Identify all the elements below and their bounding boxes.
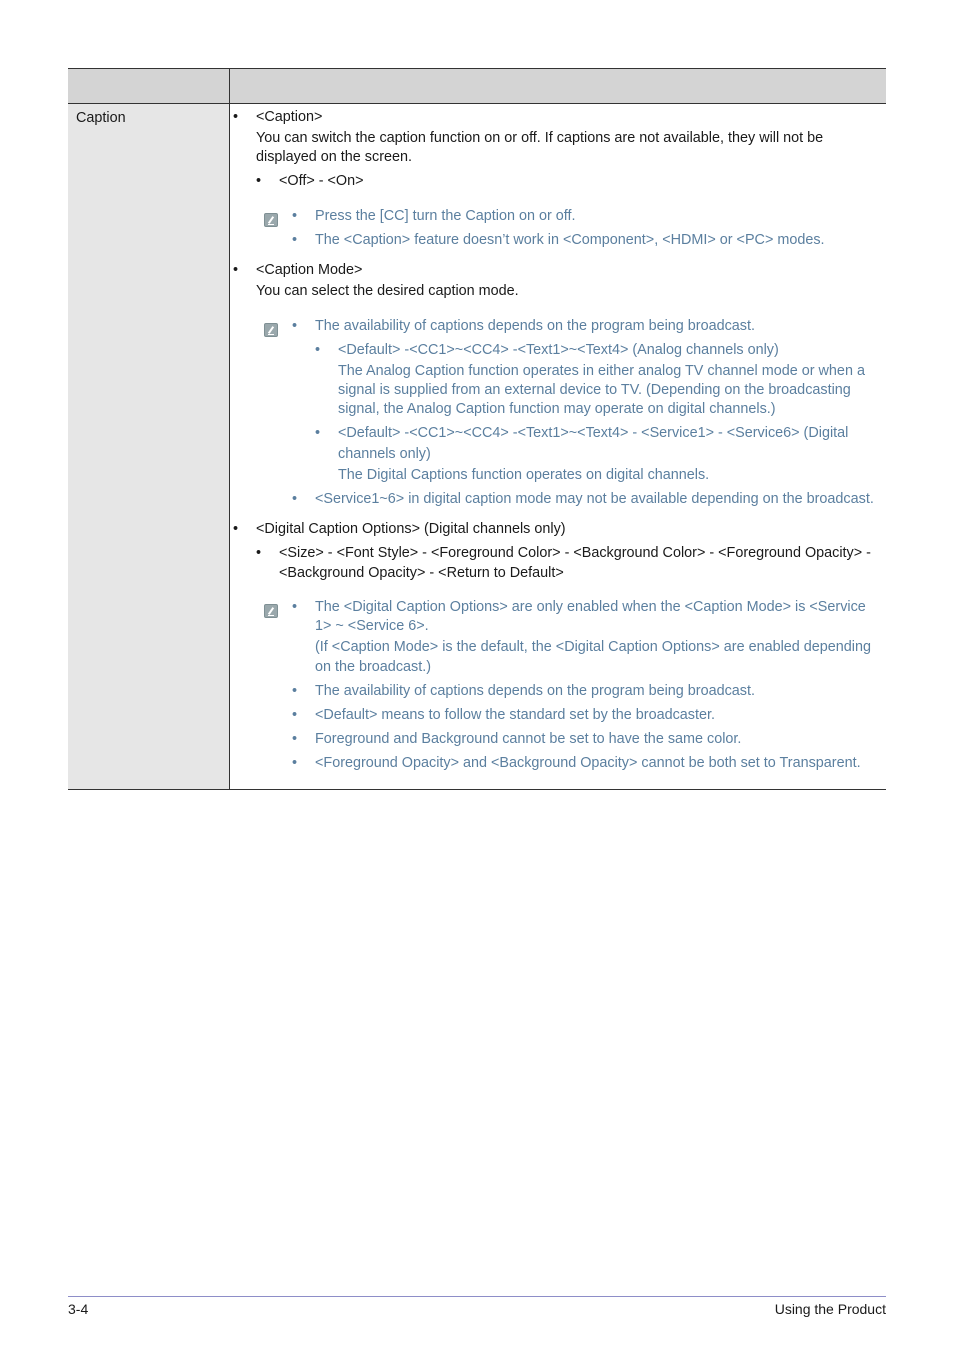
note-text: <Service1~6> in digital caption mode may not be available depending on the broadcast. xyxy=(315,491,874,507)
note-subitem: channels only) xyxy=(338,446,431,462)
caption-desc: You can switch the caption function on or off. If captions are not available, they will not be xyxy=(256,130,824,146)
bullet: • xyxy=(292,318,298,334)
caption-mode-desc: You can select the desired caption mode. xyxy=(256,283,519,299)
note-pencil-icon xyxy=(264,213,278,227)
note-subitem-desc: signal is supplied from an external device to TV. (Depending on the broadcasting xyxy=(338,382,851,398)
digital-options-title: <Digital Caption Options> (Digital channels only) xyxy=(256,521,566,537)
bullet: • xyxy=(292,208,298,224)
digital-options-list: <Background Opacity> - <Return to Default> xyxy=(279,565,564,581)
row-label: Caption xyxy=(76,110,126,126)
note-subitem: <Default> -<CC1>~<CC4> -<Text1>~<Text4> (Analog channels only) xyxy=(338,342,779,358)
footer-rule xyxy=(68,1296,886,1297)
caption-title: <Caption> xyxy=(256,109,323,125)
bullet: • xyxy=(292,599,298,615)
bullet: • xyxy=(233,521,239,537)
column-divider xyxy=(229,69,230,789)
note-text: The availability of captions depends on the program being broadcast. xyxy=(315,318,755,334)
note-pencil-icon xyxy=(264,323,278,337)
note-subitem-desc: The Analog Caption function operates in either analog TV channel mode or when a xyxy=(338,363,865,379)
page-number: 3-4 xyxy=(68,1301,89,1317)
bullet: • xyxy=(256,545,262,561)
caption-mode-title: <Caption Mode> xyxy=(256,262,363,278)
bullet: • xyxy=(256,173,262,189)
bullet: • xyxy=(292,755,298,771)
bullet: • xyxy=(292,491,298,507)
note-text: Foreground and Background cannot be set to have the same color. xyxy=(315,731,742,747)
caption-options: <Off> - <On> xyxy=(279,173,364,189)
bullet: • xyxy=(292,731,298,747)
note-text: Press the [CC] turn the Caption on or off. xyxy=(315,208,576,224)
note-text: on the broadcast.) xyxy=(315,659,431,675)
note-subitem-desc: The Digital Captions function operates on digital channels. xyxy=(338,467,710,483)
bullet: • xyxy=(233,262,239,278)
chapter-title: Using the Product xyxy=(774,1301,886,1317)
table-header xyxy=(68,69,886,104)
label-column xyxy=(68,104,229,789)
note-text: <Foreground Opacity> and <Background Opacity> cannot be both set to Transparent. xyxy=(315,755,861,771)
bullet: • xyxy=(292,232,298,248)
bullet: • xyxy=(292,683,298,699)
note-text: The <Digital Caption Options> are only enabled when the <Caption Mode> is <Service xyxy=(315,599,866,615)
note-pencil-icon xyxy=(264,604,278,618)
note-text: 1> ~ <Service 6>. xyxy=(315,618,429,634)
note-subitem-desc: signal, the Analog Caption function may operate on digital channels.) xyxy=(338,401,776,417)
note-subitem: <Default> -<CC1>~<CC4> -<Text1>~<Text4> - <Service1> - <Service6> (Digital xyxy=(338,425,849,441)
digital-options-list: <Size> - <Font Style> - <Foreground Color> - <Background Color> - <Foreground Opacity> - xyxy=(279,545,871,561)
bullet: • xyxy=(315,425,321,441)
bullet: • xyxy=(315,342,321,358)
note-text: <Default> means to follow the standard set by the broadcaster. xyxy=(315,707,715,723)
bullet: • xyxy=(292,707,298,723)
note-text: The <Caption> feature doesn’t work in <Component>, <HDMI> or <PC> modes. xyxy=(315,232,825,248)
bullet: • xyxy=(233,109,239,125)
caption-desc: displayed on the screen. xyxy=(256,149,412,165)
note-text: (If <Caption Mode> is the default, the <Digital Caption Options> are enabled depending xyxy=(315,639,872,655)
note-text: The availability of captions depends on the program being broadcast. xyxy=(315,683,755,699)
